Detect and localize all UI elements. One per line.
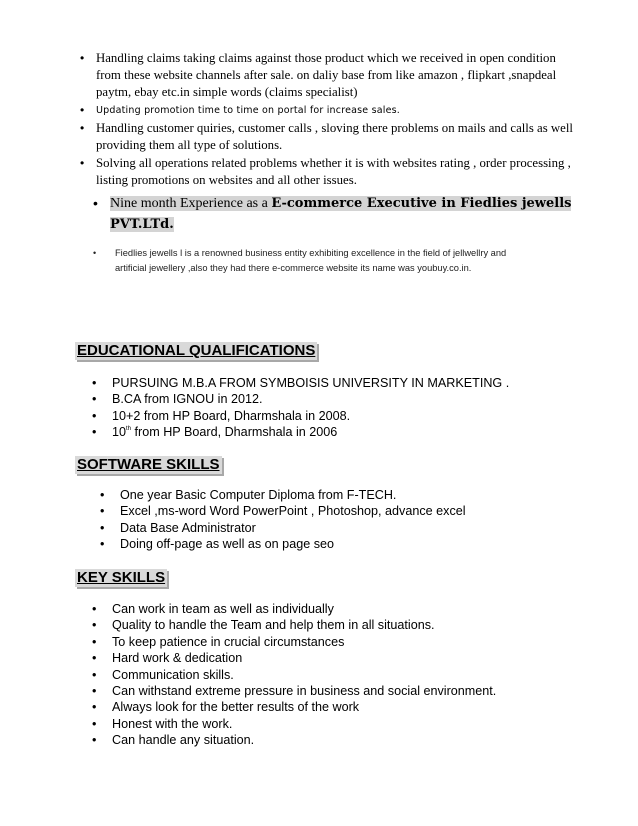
experience-entry bbox=[93, 193, 573, 235]
company-description bbox=[93, 246, 563, 276]
experience-prefix: Nine month Experience as a bbox=[110, 196, 272, 211]
experience-bullet bbox=[93, 193, 573, 235]
experience-company-suffix: PVT.LTd. bbox=[110, 217, 174, 232]
company-description-line: • Fiedlies jewells l is a renowned business entity exhibiting excellence in the field of jellwellry and bbox=[115, 248, 507, 258]
grade-superscript: th bbox=[126, 426, 132, 433]
company-description-bullet bbox=[93, 246, 563, 276]
list-item bbox=[92, 424, 509, 440]
list-item: • Quality to handle the Team and help them in all situations. bbox=[92, 617, 496, 633]
list-item-line: from these website channels after sale. on daliy base from like amazon , flipkart ,snapdeal bbox=[96, 68, 557, 82]
education-list bbox=[92, 375, 509, 441]
list-item: • Excel ,ms-word Word PowerPoint , Photoshop, advance excel bbox=[100, 503, 466, 519]
responsibility-list bbox=[80, 50, 580, 190]
experience-role: E-commerce Executive in Fiedlies jewells bbox=[271, 196, 572, 211]
list-item: • Honest with the work. bbox=[92, 716, 496, 732]
list-item: • Always look for the better results of the work bbox=[92, 699, 496, 715]
software-list bbox=[100, 487, 466, 553]
list-item bbox=[80, 155, 580, 189]
list-item: • Can handle any situation. bbox=[92, 732, 496, 748]
list-item: • Communication skills. bbox=[92, 667, 496, 683]
grade-detail: from HP Board, Dharmshala in 2006 bbox=[131, 425, 338, 440]
list-item: • To keep patience in crucial circumstances bbox=[92, 634, 496, 650]
list-item-line: paytm, ebay etc.in simple words (claims specialist) bbox=[96, 85, 358, 99]
grade-number: 10 bbox=[112, 425, 127, 440]
list-item: • Data Base Administrator bbox=[100, 520, 466, 536]
education-heading: EDUCATIONAL QUALIFICATIONS bbox=[77, 342, 316, 359]
list-item: • Can withstand extreme pressure in business and social environment. bbox=[92, 683, 496, 699]
software-heading: SOFTWARE SKILLS bbox=[77, 456, 220, 473]
experience-highlight-2 bbox=[110, 217, 174, 232]
list-item-line: • Solving all operations related problems whether it is with websites rating , order processing , bbox=[96, 156, 571, 170]
list-item: • Hard work & dedication bbox=[92, 650, 496, 666]
list-item-line: • Handling claims taking claims against those product which we received in open condition bbox=[96, 51, 556, 65]
company-description-line: artificial jewellery ,also they had there e-commerce website its name was youbuy.co.in. bbox=[115, 263, 472, 273]
key-skills-list bbox=[92, 601, 496, 749]
list-item bbox=[80, 50, 580, 101]
list-item-line: listing promotions on websites and all other issues. bbox=[96, 173, 357, 187]
key-skills-heading: KEY SKILLS bbox=[77, 569, 166, 586]
list-item: • Doing off-page as well as on page seo bbox=[100, 536, 466, 552]
experience-highlight bbox=[110, 196, 571, 211]
list-item bbox=[80, 102, 580, 119]
list-item: • B.CA from IGNOU in 2012. bbox=[92, 391, 509, 407]
list-item-line: • Handling customer quiries, customer calls , sloving there problems on mails and calls as well bbox=[96, 121, 573, 135]
list-item bbox=[80, 120, 580, 154]
list-item: • 10+2 from HP Board, Dharmshala in 2008. bbox=[92, 408, 509, 424]
list-item-line: • Updating promotion time to time on portal for increase sales. bbox=[96, 105, 400, 116]
list-item: • Can work in team as well as individually bbox=[92, 601, 496, 617]
list-item-line: providing them all type of solutions. bbox=[96, 138, 283, 152]
list-item: • PURSUING M.B.A FROM SYMBOISIS UNIVERSITY IN MARKETING . bbox=[92, 375, 509, 391]
list-item: • One year Basic Computer Diploma from F-TECH. bbox=[100, 487, 466, 503]
